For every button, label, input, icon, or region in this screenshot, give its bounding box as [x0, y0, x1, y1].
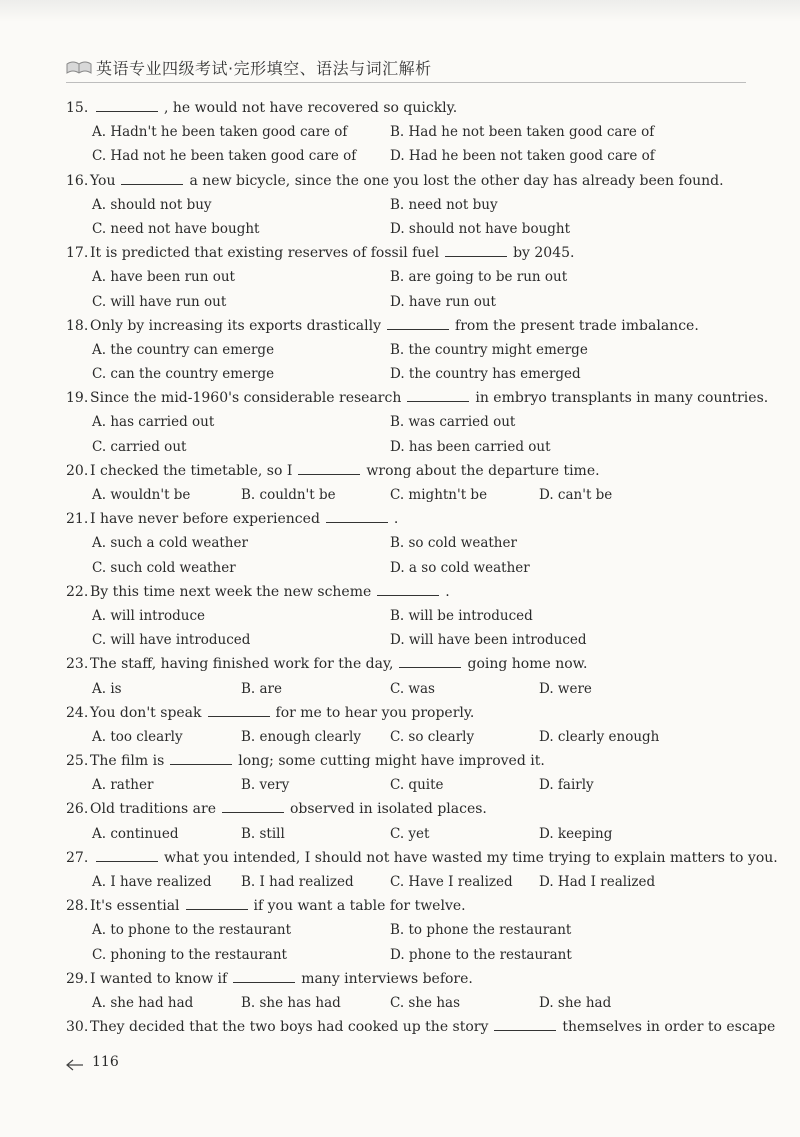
question-item: [66, 507, 746, 580]
page-number: 116: [92, 1054, 119, 1070]
answer-option: C. so clearly: [390, 728, 475, 745]
answer-blank: [186, 897, 248, 910]
stem-text-after: for me to hear you properly.: [275, 704, 475, 721]
stem-text-after: if you want a table for twelve.: [253, 898, 466, 915]
answer-option: D. Had I realized: [539, 874, 656, 890]
answer-option: C. will have run out: [92, 293, 227, 310]
answer-blank: [326, 510, 388, 523]
stem-text-before: You don't speak: [90, 704, 202, 721]
answer-option: D. has been carried out: [390, 438, 551, 455]
answer-option: A. continued: [92, 825, 179, 842]
answer-option: C. will have introduced: [92, 632, 251, 649]
question-number: 19.: [66, 390, 89, 407]
answer-option: D. keeping: [539, 825, 613, 842]
stem-text-after: , he would not have recovered so quickly.: [164, 100, 458, 116]
question-item: [66, 846, 778, 894]
answer-option: A. have been run out: [92, 269, 235, 286]
answer-blank: [407, 389, 469, 402]
question-number: 17.: [66, 245, 89, 262]
stem-text-after: wrong about the departure time.: [366, 462, 600, 479]
option-row: [66, 870, 746, 894]
answer-option: A. she had had: [92, 994, 194, 1011]
question-stem: [66, 846, 778, 870]
stem-text-before: Old traditions are: [90, 801, 216, 818]
answer-blank: [121, 172, 183, 185]
answer-option: D. will have been introduced: [390, 632, 587, 649]
answer-blank: [170, 752, 232, 765]
answer-option: A. will introduce: [92, 607, 206, 624]
answer-option: A. should not buy: [92, 196, 212, 213]
question-stem: [66, 507, 746, 531]
stem-text-before: The staff, having finished work for the day,: [90, 656, 394, 673]
option-row: [66, 677, 746, 701]
question-stem: [66, 701, 746, 725]
question-stem: [66, 967, 746, 991]
answer-blank: [96, 849, 158, 862]
question-number: 20.: [66, 462, 89, 479]
stem-text-after: .: [445, 583, 450, 600]
option-row: [66, 193, 746, 217]
question-number: 25.: [66, 753, 89, 770]
question-number: 18.: [66, 317, 89, 334]
option-row: [66, 773, 746, 797]
answer-option: C. mightn't be: [390, 487, 488, 503]
stem-text-before: By this time next week the new scheme: [90, 583, 372, 600]
header-divider: [66, 82, 746, 83]
answer-option: B. she has had: [241, 994, 341, 1011]
answer-option: A. too clearly: [92, 728, 183, 745]
answer-option: C. such cold weather: [92, 559, 236, 576]
question-item: [66, 314, 746, 387]
answer-option: B. was carried out: [390, 414, 516, 431]
option-row: [66, 604, 746, 628]
answer-option: A. Hadn't he been taken good care of: [92, 124, 348, 141]
answer-option: B. I had realized: [241, 874, 354, 890]
option-row: [66, 531, 746, 555]
question-stem: [66, 1015, 776, 1039]
answer-option: B. still: [241, 825, 285, 842]
question-stem: [66, 459, 746, 483]
answer-option: D. the country has emerged: [390, 366, 581, 383]
option-row: [66, 943, 746, 967]
option-row: [66, 918, 746, 942]
stem-text-before: Only by increasing its exports drastically: [90, 317, 382, 334]
stem-text-after: by 2045.: [513, 245, 575, 262]
option-row: [66, 556, 746, 580]
stem-text-before: You: [90, 172, 116, 189]
stem-text-after: .: [393, 511, 399, 528]
answer-blank: [399, 655, 461, 668]
option-row: [66, 217, 746, 241]
question-list: [66, 96, 778, 1039]
answer-option: B. to phone the restaurant: [390, 922, 572, 939]
question-item: [66, 749, 746, 797]
question-number: 21.: [66, 511, 89, 528]
question-item: [66, 701, 746, 749]
question-item: [66, 1015, 776, 1039]
answer-option: D. phone to the restaurant: [390, 946, 572, 963]
question-stem: [66, 169, 746, 193]
book-icon: [66, 60, 92, 74]
answer-blank: [445, 244, 507, 257]
option-row: [66, 338, 746, 362]
question-number: 22.: [66, 583, 89, 600]
question-item: [66, 580, 746, 653]
stem-text-after: going home now.: [467, 656, 588, 673]
answer-blank: [222, 800, 284, 813]
question-number: 24.: [66, 704, 89, 721]
option-row: [66, 628, 746, 652]
answer-option: C. need not have bought: [92, 220, 260, 237]
stem-text-before: The film is: [90, 753, 165, 770]
option-row: [66, 725, 746, 749]
question-item: [66, 386, 769, 459]
stem-text-before: They decided that the two boys had cooked up the story: [90, 1019, 489, 1036]
answer-blank: [377, 583, 439, 596]
answer-option: A. wouldn't be: [92, 487, 191, 503]
answer-option: B. very: [241, 777, 290, 794]
question-stem: [66, 314, 746, 338]
stem-text-after: themselves in order to escape: [562, 1019, 776, 1036]
answer-option: B. are going to be run out: [390, 269, 568, 286]
answer-option: D. should not have bought: [390, 220, 571, 237]
option-row: [66, 410, 746, 434]
question-item: [66, 967, 746, 1015]
answer-option: D. she had: [539, 994, 612, 1011]
question-number: 30.: [66, 1019, 89, 1036]
option-row: [66, 991, 746, 1015]
question-number: 26.: [66, 801, 89, 818]
question-stem: [66, 894, 746, 918]
answer-blank: [298, 462, 360, 475]
question-number: 16.: [66, 172, 89, 189]
answer-option: A. rather: [92, 777, 154, 794]
header-title: 英语专业四级考试·完形填空、语法与词汇解析: [96, 58, 432, 78]
answer-option: D. were: [539, 680, 592, 697]
answer-option: A. the country can emerge: [92, 341, 275, 358]
question-item: [66, 894, 746, 967]
option-row: [66, 265, 746, 289]
question-number: 29.: [66, 970, 89, 987]
option-row: [66, 290, 746, 314]
answer-option: C. Have I realized: [390, 874, 513, 890]
answer-option: C. Had not he been taken good care of: [92, 148, 357, 165]
answer-option: A. is: [92, 680, 122, 697]
answer-blank: [233, 970, 295, 983]
answer-blank: [96, 99, 158, 112]
stem-text-before: It is predicted that existing reserves of fossil fuel: [90, 245, 440, 262]
stem-text-after: many interviews before.: [301, 970, 473, 987]
answer-option: C. yet: [390, 825, 430, 842]
answer-option: C. phoning to the restaurant: [92, 946, 287, 963]
answer-option: B. will be introduced: [390, 607, 533, 624]
question-item: [66, 96, 746, 169]
question-stem: [66, 96, 746, 120]
answer-blank: [494, 1018, 556, 1031]
answer-option: D. a so cold weather: [390, 559, 530, 576]
answer-option: C. carried out: [92, 438, 187, 455]
answer-option: B. the country might emerge: [390, 341, 588, 358]
answer-option: C. was: [390, 680, 435, 697]
answer-option: B. so cold weather: [390, 535, 517, 552]
stem-text-after: long; some cutting might have improved it.: [238, 753, 545, 770]
back-arrow-icon: [66, 1056, 84, 1068]
option-row: [66, 144, 746, 168]
answer-option: B. enough clearly: [241, 728, 361, 745]
running-header: [66, 52, 746, 82]
stem-text-after: observed in isolated places.: [289, 801, 487, 818]
question-item: [66, 797, 746, 845]
option-row: [66, 120, 746, 144]
stem-text-before: I have never before experienced: [90, 511, 320, 528]
answer-blank: [208, 704, 270, 717]
stem-text-after: a new bicycle, since the one you lost the other day has already been found.: [189, 172, 724, 189]
stem-text-after: from the present trade imbalance.: [455, 317, 699, 334]
question-stem: [66, 580, 746, 604]
question-number: 15.: [66, 100, 89, 116]
answer-option: B. couldn't be: [241, 487, 336, 503]
answer-option: A. such a cold weather: [92, 535, 248, 552]
option-row: [66, 822, 746, 846]
answer-option: D. clearly enough: [539, 728, 660, 745]
stem-text-before: I wanted to know if: [90, 970, 228, 987]
question-stem: [66, 797, 746, 821]
answer-option: A. I have realized: [92, 874, 212, 890]
answer-option: B. Had he not been taken good care of: [390, 124, 655, 141]
answer-option: C. quite: [390, 777, 444, 794]
question-stem: [66, 749, 746, 773]
question-stem: [66, 386, 769, 410]
answer-blank: [387, 317, 449, 330]
question-stem: [66, 652, 746, 676]
answer-option: A. to phone to the restaurant: [92, 922, 292, 939]
page-top-shadow: [0, 0, 800, 22]
page-footer: [66, 1050, 119, 1074]
answer-option: A. has carried out: [92, 414, 215, 431]
question-number: 27.: [66, 849, 89, 866]
option-row: [66, 483, 746, 507]
question-stem: [66, 241, 746, 265]
answer-option: D. Had he been not taken good care of: [390, 148, 655, 165]
answer-option: C. she has: [390, 994, 461, 1011]
answer-option: D. can't be: [539, 487, 613, 503]
answer-option: D. fairly: [539, 777, 594, 794]
option-row: [66, 435, 746, 459]
question-item: [66, 169, 746, 242]
answer-option: B. are: [241, 680, 282, 697]
option-row: [66, 362, 746, 386]
answer-option: B. need not buy: [390, 196, 498, 213]
answer-option: C. can the country emerge: [92, 366, 275, 383]
stem-text-after: in embryo transplants in many countries.: [475, 390, 769, 407]
stem-text-before: I checked the timetable, so I: [90, 462, 293, 479]
answer-option: D. have run out: [390, 293, 496, 310]
stem-text-after: what you intended, I should not have wasted my time trying to explain matters to you.: [164, 849, 778, 866]
stem-text-before: Since the mid-1960's considerable research: [90, 390, 402, 407]
question-number: 28.: [66, 898, 89, 915]
question-number: 23.: [66, 656, 89, 673]
question-item: [66, 241, 746, 314]
question-item: [66, 652, 746, 700]
question-item: [66, 459, 746, 507]
stem-text-before: It's essential: [90, 898, 180, 915]
